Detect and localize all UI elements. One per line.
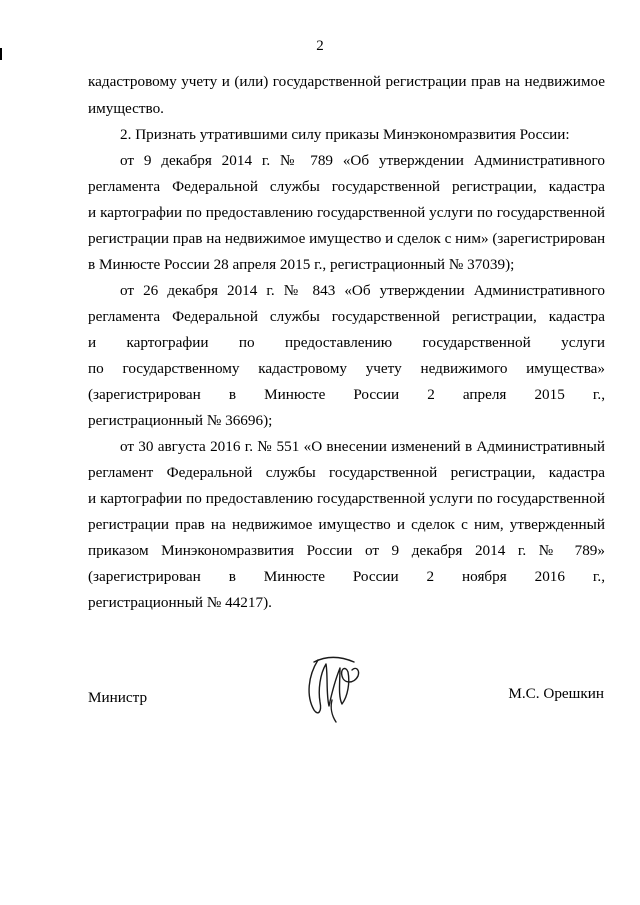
text-line: регламента Федеральной службы государственной регистрации, кадастра (88, 308, 605, 325)
text-line: 2. Признать утратившими силу приказы Минэкономразвития России: (120, 126, 570, 143)
text-line: кадастровому учету и (или) государственной регистрации прав на недвижимое (88, 73, 605, 90)
page-number: 2 (316, 38, 324, 54)
text-line: регламента Федеральной службы государственной регистрации, кадастра (88, 178, 605, 195)
text-line: и картографии по предоставлению государственной услуги по государственной (88, 204, 605, 221)
text-line: от 30 августа 2016 г. № 551 «О внесении изменений в Административный (120, 438, 605, 455)
text-line: (зарегистрирован в Минюсте России 2 апреля 2015 г., (88, 386, 605, 403)
text-line: имущество. (88, 100, 164, 117)
signer-name: М.С. Орешкин (508, 685, 604, 702)
text-line: от 26 декабря 2014 г. № 843 «Об утверждении Административного (120, 282, 605, 299)
text-line: в Минюсте России 28 апреля 2015 г., регистрационный № 37039); (88, 256, 515, 273)
text-line: и картографии по предоставлению государственной услуги (88, 334, 605, 351)
text-line: по государственному кадастровому учету недвижимого имущества» (88, 360, 605, 377)
text-line: от 9 декабря 2014 г. № 789 «Об утверждении Административного (120, 152, 605, 169)
text-line: регистрации прав на недвижимое имущество и сделок с ним, утвержденный (88, 516, 605, 533)
text-line: регламент Федеральной службы государственной регистрации, кадастра (88, 464, 605, 481)
text-line: регистрационный № 44217). (88, 594, 272, 611)
text-line: регистрации прав на недвижимое имущество и сделок с ним» (зарегистрирован (88, 230, 606, 247)
handwritten-signature (296, 652, 372, 724)
text-line: (зарегистрирован в Минюсте России 2 ноября 2016 г., (88, 568, 605, 585)
text-line: и картографии по предоставлению государственной услуги по государственной (88, 490, 605, 507)
text-line: приказом Минэкономразвития России от 9 декабря 2014 г. № 789» (88, 542, 605, 559)
text-line: регистрационный № 36696); (88, 412, 273, 429)
signer-position: Министр (88, 689, 148, 706)
